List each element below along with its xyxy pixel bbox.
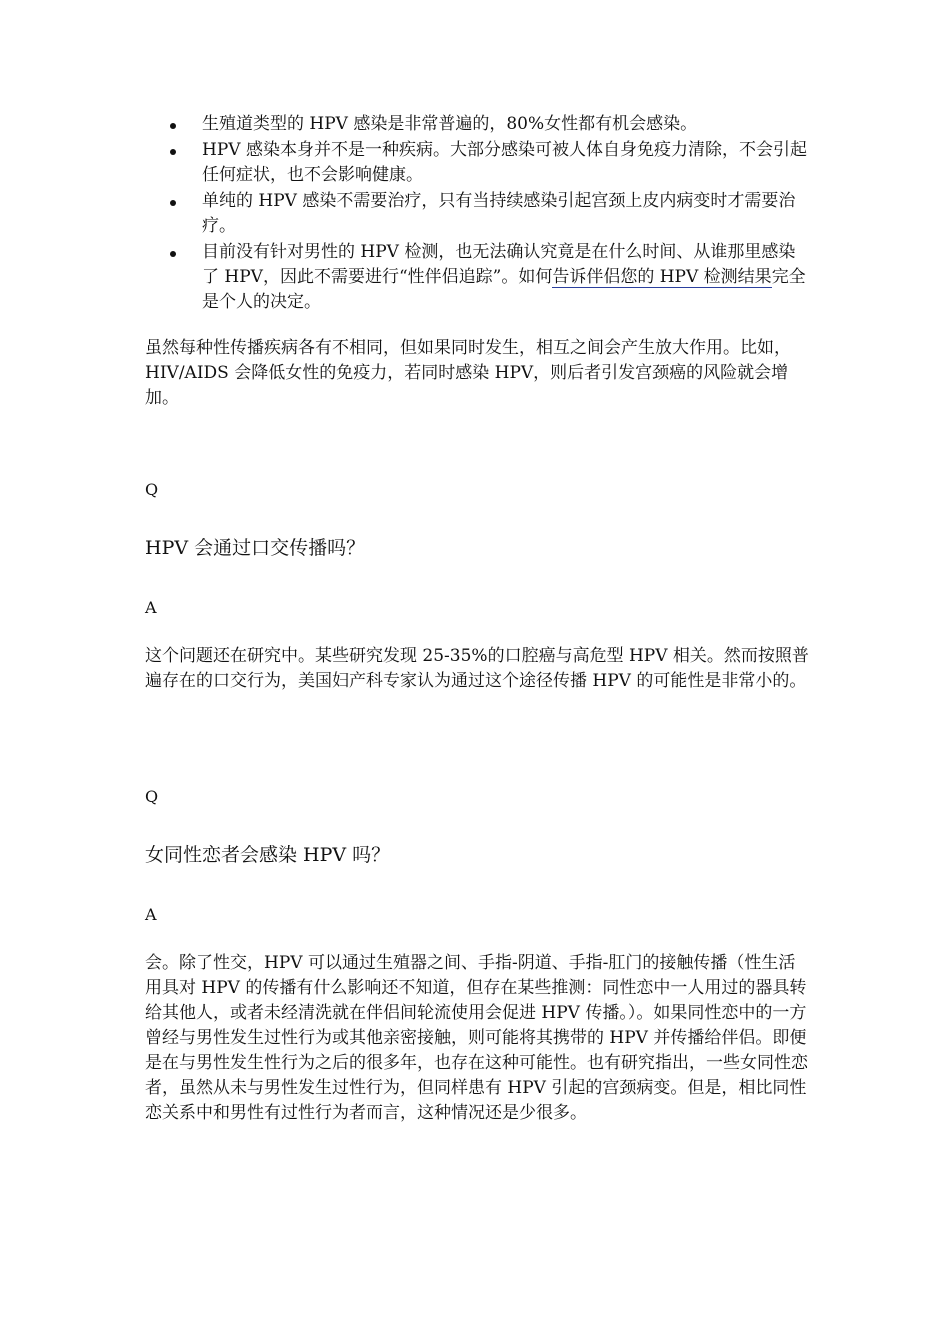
bullet-text: 单纯的 HPV 感染不需要治疗，只有当持续感染引起宫颈上皮内病变时才需要治疗。 — [202, 191, 796, 236]
bullet-text: 生殖道类型的 HPV 感染是非常普遍的，80%女性都有机会感染。 — [202, 114, 698, 134]
question-heading: 女同性恋者会感染 HPV 吗？ — [145, 844, 391, 866]
list-item — [170, 138, 810, 188]
bullet-text: HPV 感染本身并不是一种疾病。大部分感染可被人体自身免疫力清除，不会引起任何症状，也不会影响健康。 — [202, 140, 807, 185]
bullet-icon — [170, 251, 176, 257]
list-item — [170, 240, 810, 315]
answer-paragraph: 会。除了性交，HPV 可以通过生殖器之间、手指-阴道、手指-肛门的接触传播（性生活用具对 HPV 的传播有什么影响还不知道，但存在某些推测：同性恋中一人用过的器具转给其他人，或者未经清洗就在伴侣间轮流使用会促进 HPV 传播。）。如果同性恋中的一方曾经与男性发生过性行为或其他亲密接触，则可能将其携带的 HPV 并传播给伴侣。即便是在与男性发生性行为之后的很多年，也存在这种可能性。也有研究指出，一些女同性恋者，虽然从未与男性发生过性行为，但同样患有 HPV 引起的宫颈病变。但是，相比同性恋关系中和男性有过性行为者而言，这种情况还是少很多。 — [145, 953, 808, 1123]
list-item — [170, 112, 810, 137]
question-marker: Q — [145, 787, 159, 806]
question-heading: HPV 会通过口交传播吗？ — [145, 537, 366, 559]
intro-paragraph: 虽然每种性传播疾病各有不相同，但如果同时发生，相互之间会产生放大作用。比如，HIV/AIDS 会降低女性的免疫力，若同时感染 HPV，则后者引发宫颈癌的风险就会增加。 — [145, 338, 791, 408]
bullet-text-after-link: 完全是个人的决定。 — [202, 267, 806, 312]
tell-partner-link[interactable]: 告诉伴侣您的 HPV 检测结果 — [552, 267, 772, 287]
answer-marker: A — [145, 598, 157, 617]
answer-marker: A — [145, 905, 157, 924]
bullet-icon — [170, 123, 176, 129]
bullet-icon — [170, 200, 176, 206]
fact-bullet-list — [170, 112, 810, 316]
answer-paragraph: 这个问题还在研究中。某些研究发现 25-35%的口腔癌与高危型 HPV 相关。然而按照普遍存在的口交行为，美国妇产科专家认为通过这个途径传播 HPV 的可能性是非常小的。 — [145, 646, 809, 691]
bullet-text-before-link: 目前没有针对男性的 HPV 检测，也无法确认究竟是在什么时间、从谁那里感染了 HPV，因此不需要进行“性伴侣追踪”。如何 — [202, 242, 796, 287]
list-item — [170, 189, 810, 239]
bullet-icon — [170, 149, 176, 155]
question-marker: Q — [145, 480, 159, 499]
